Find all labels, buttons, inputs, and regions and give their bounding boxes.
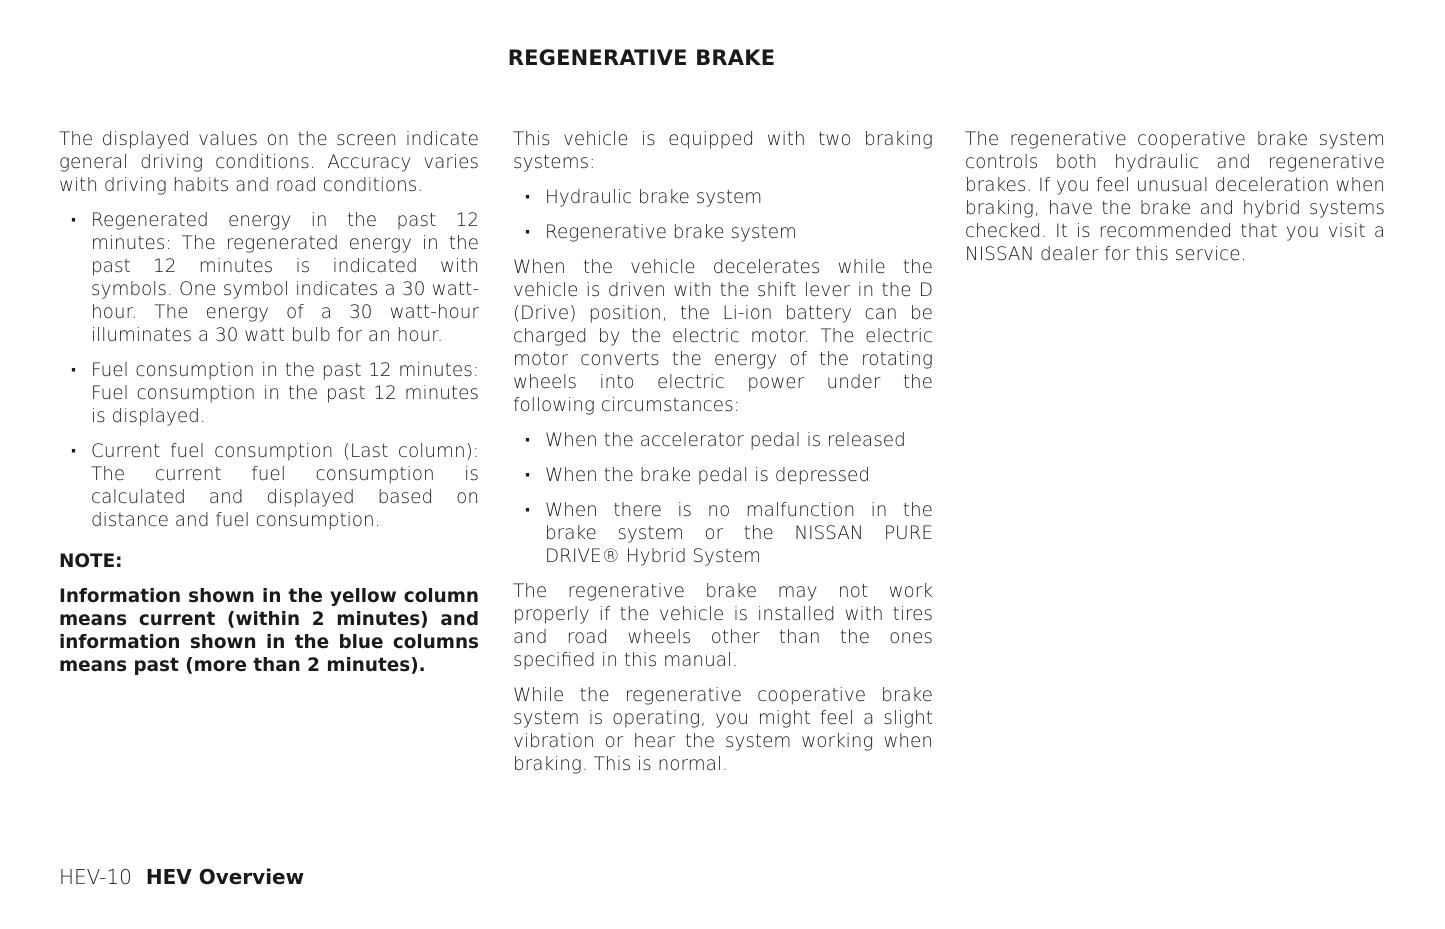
display-values-list	[59, 209, 479, 532]
list-item: · Regenerated energy in the past 12 minutes: The regenerated energy in the past 12 minutes is indicated with symbols. One symbol indicates a 30 watt-hour. The energy of a 30 watt-hour illuminates a 30 watt bulb for an hour.	[59, 209, 479, 347]
braking-systems-list	[513, 186, 933, 244]
note-heading: NOTE:	[59, 551, 123, 572]
section-name: HEV Overview	[145, 865, 305, 889]
page-number: HEV-10	[59, 865, 132, 889]
list-item: · When there is no malfunction in the brake system or the NISSAN PURE DRIVE® Hybrid System	[513, 499, 933, 568]
braking-systems-intro: This vehicle is equipped with two braking systems:	[513, 129, 933, 173]
column-left	[59, 128, 479, 689]
list-item: · Current fuel consumption (Last column): The current fuel consumption is calculated and displayed based on distance and fuel consumption.	[59, 440, 479, 532]
list-item: · Regenerative brake system	[513, 221, 933, 244]
page-footer	[59, 864, 304, 890]
column-middle	[513, 128, 933, 788]
intro-paragraph: The displayed values on the screen indicate general driving conditions. Accuracy varies with driving habits and road conditions.	[59, 129, 479, 196]
page-title: REGENERATIVE BRAKE	[507, 46, 776, 70]
circumstances-list	[513, 429, 933, 568]
note-body: Information shown in the yellow column means current (within 2 minutes) and information shown in the blue columns means past (more than 2 minutes).	[59, 586, 479, 676]
list-item: · Fuel consumption in the past 12 minutes: Fuel consumption in the past 12 minutes is displayed.	[59, 359, 479, 428]
tires-paragraph: The regenerative brake may not work properly if the vehicle is installed with tires and road wheels other than the ones specified in this manual.	[513, 581, 933, 671]
vibration-paragraph: While the regenerative cooperative brake system is operating, you might feel a slight vibration or hear the system working when braking. This is normal.	[513, 685, 933, 775]
cooperative-brake-paragraph: The regenerative cooperative brake system controls both hydraulic and regenerative brakes. If you feel unusual deceleration when braking, have the brake and hybrid systems checked. It is recommended that you visit a NISSAN dealer for this service.	[965, 129, 1385, 265]
list-item: · When the accelerator pedal is released	[513, 429, 933, 452]
list-item: · Hydraulic brake system	[513, 186, 933, 209]
column-right	[965, 128, 1385, 278]
list-item: · When the brake pedal is depressed	[513, 464, 933, 487]
deceleration-paragraph: When the vehicle decelerates while the vehicle is driven with the shift lever in the D (Drive) position, the Li-ion battery can be charged by the electric motor. The electric motor converts the energy of the rotating wheels into electric power under the following circumstances:	[513, 257, 933, 416]
